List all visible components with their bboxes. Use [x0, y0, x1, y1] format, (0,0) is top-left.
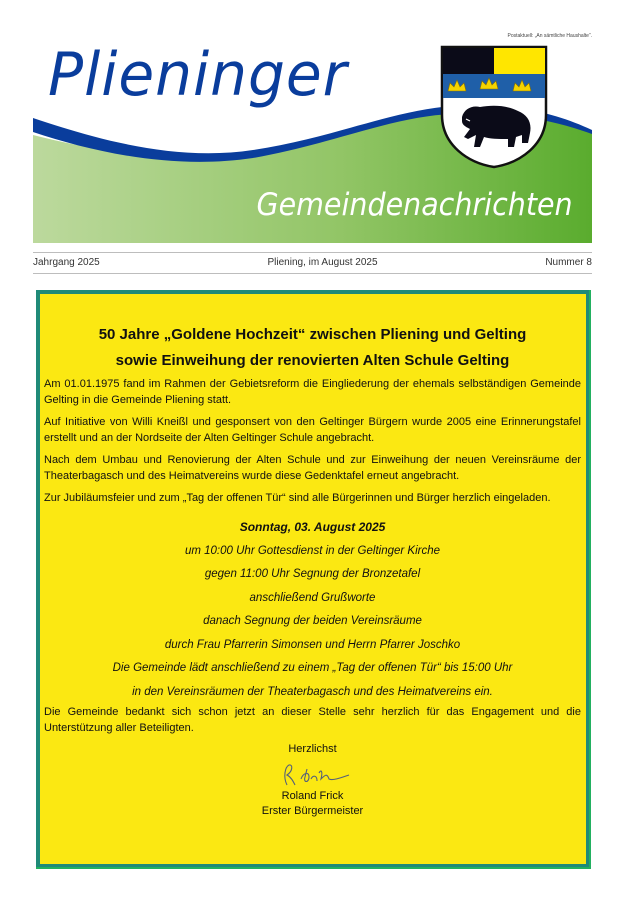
- notice-box: [36, 290, 591, 869]
- signer-name: Roland Frick: [281, 790, 344, 802]
- notice-box-inner: [36, 290, 589, 867]
- bottom-rule: [33, 273, 592, 274]
- event-date: Sonntag, 03. August 2025: [239, 520, 386, 534]
- closing-text: Herzlichst: [288, 743, 337, 755]
- paragraph: Nach dem Umbau und Renovierung der Alten Schule und zur Einweihung der neuen Vereinsräume der Theaterbagasch und des Heimatvereins wurde diese Gedenktafel erneut angebracht.: [44, 454, 581, 482]
- event-line: um 10:00 Uhr Gottesdienst in der Geltinger Kirche: [184, 544, 441, 557]
- paragraph: Zur Jubiläumsfeier und zum „Tag der offenen Tür“ sind alle Bürgerinnen und Bürger herzlich eingeladen.: [44, 492, 551, 504]
- issue-number-label: Nummer 8: [545, 257, 592, 268]
- event-line: durch Frau Pfarrerin Simonsen und Herrn Pfarrer Joschko: [164, 638, 461, 651]
- event-line: Die Gemeinde lädt anschließend zu einem „Tag der offenen Tür“ bis 15:00 Uhr: [112, 662, 513, 674]
- event-line: anschließend Grußworte: [249, 591, 376, 604]
- event-line: danach Segnung der beiden Vereinsräume: [203, 615, 422, 627]
- coat-of-arms-icon: [440, 45, 548, 169]
- place-date-label: Pliening, im August 2025: [267, 257, 378, 268]
- top-rule: [33, 252, 592, 253]
- masthead-title: Plieninger: [48, 40, 348, 110]
- notice-headline-2: sowie Einweihung der renovierten Alten Schule Gelting: [115, 352, 510, 369]
- notice-content: [44, 322, 581, 819]
- handwritten-signature-icon: [273, 759, 353, 789]
- paragraph: Am 01.01.1975 fand im Rahmen der Gebietsreform die Eingliederung der ehemals selbständigen Gemeinde Gelting in die Gemeinde Pliening statt.: [44, 378, 581, 406]
- event-line: in den Vereinsräumen der Theaterbagasch und des Heimatvereins ein.: [132, 685, 493, 698]
- issue-info-bar: [33, 257, 592, 268]
- notice-headline-1: 50 Jahre „Goldene Hochzeit“ zwischen Pliening und Gelting: [98, 326, 527, 343]
- signer-title: Erster Bürgermeister: [261, 805, 364, 817]
- masthead-subtitle: Gemeindenachrichten: [256, 187, 573, 223]
- event-line: gegen 11:00 Uhr Segnung der Bronzetafel: [204, 568, 421, 580]
- paragraph: Auf Initiative von Willi Kneißl und gesponsert von den Geltinger Bürgern wurde 2005 eine Erinnerungstafel erstellt und an der Nordseite der Alten Geltinger Schule angebracht.: [44, 416, 581, 444]
- volume-label: Jahrgang 2025: [33, 257, 100, 268]
- thanks-paragraph: Die Gemeinde bedankt sich schon jetzt an dieser Stelle sehr herzlich für das Engagement und die Unterstützung aller Beteiligten.: [44, 706, 581, 734]
- postal-note: Postaktuell: „An sämtliche Haushalte“.: [507, 33, 592, 39]
- event-schedule: [44, 516, 581, 704]
- signature-block: [44, 742, 581, 819]
